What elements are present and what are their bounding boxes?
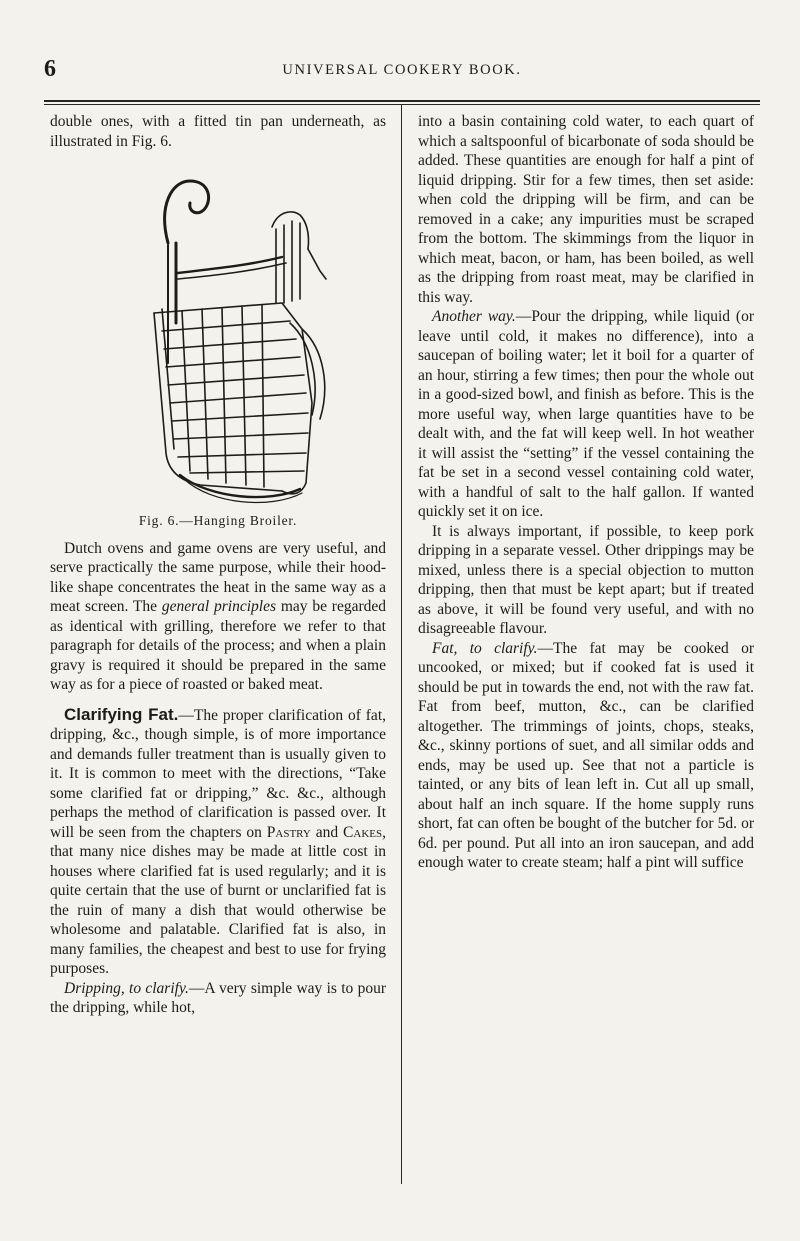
text: Dutch ovens and game ovens are very useful, and serve practically the same purpose, while their hood-like shape concentrates the heat in the same way as a meat screen. The	[50, 539, 386, 615]
text: —A very simple way is to pour the dripping, while hot,	[50, 979, 387, 1016]
header-rule	[44, 100, 760, 102]
right-column	[418, 112, 754, 873]
column-divider	[401, 104, 402, 1184]
broiler-drawing	[50, 153, 386, 511]
running-head: UNIVERSAL COOKERY BOOK.	[282, 62, 522, 78]
hanging-broiler-illustration	[50, 153, 386, 511]
small-caps-text: Pastry	[266, 823, 311, 841]
paragraph	[418, 639, 754, 873]
italic-text: Fat, to clarify.	[432, 639, 538, 657]
paragraph	[50, 979, 386, 1018]
text: —The proper clarification of fat, dripping, &c., though simple, is of more importance and demands fuller treatment than is usually given to it. It is common to meet with the directions, “Take some clarified fat or dripping,” &c. &c., although perhaps the method of clarification is passed over. It will be seen from the chapters on	[50, 706, 386, 841]
italic-text: Dripping, to clarify.	[64, 979, 189, 997]
page-header	[44, 56, 760, 86]
paragraph	[50, 705, 386, 979]
italic-text: Another way.	[432, 308, 516, 325]
small-caps-text: Cakes	[343, 823, 383, 841]
text: —The fat may be cooked or uncooked, or mixed; but if cooked fat is used it should be put in towards the end, not with the raw fat. Fat from beef, mutton, &c., can be clarified altogether. The trimmings of joints, chops, steaks, &c., skinny portions of suet, and all similar odds and ends, may be used up. See that not a particle is tainted, or any bits of lean left in. Cut all up small, about half an inch square. If the home supply runs short, fat can often be bought of the butcher for 5d. or 6d. per pound. Put all into an iron saucepan, and add enough water to create steam; half a pint will suffice	[418, 639, 754, 871]
left-column	[50, 112, 386, 1018]
paragraph: It is always important, if possible, to keep pork dripping in a separate vessel. Other drippings may be mixed, unless there is a special objection to mutton dripping, then that must be kept apart; but if treated as above, it will be found very useful, and with no disagreeable flavour.	[418, 522, 754, 637]
header-rule-thin	[44, 104, 760, 105]
text: —Pour the dripping, while liquid (or leave until cold, it makes no difference), into a saucepan of boiling water; let it boil for a quarter of an hour, stirring a few times; then pour the whole out in a good-sized bowl, and finish as before. This is the more useful way, when large quantities have to be dealt with, and the fat will keep well. In hot weather it will assist the “setting” if the vessel containing the fat be set in a second vessel containing cold water, with a handful of salt to the half gallon. If wanted quickly set it on ice.	[418, 308, 754, 520]
section-heading: Clarifying Fat.	[64, 704, 179, 724]
paragraph	[50, 539, 386, 695]
paragraph	[418, 307, 754, 522]
text: , that many nice dishes may be made at little cost in houses where clarified fat is used regularly; and it is quite certain that the use of burnt or unclarified fat is the ruin of many a dish that would otherwise be wholesome and palatable. Clarified fat is also, in many families, the cheapest and best to use for frying purposes.	[50, 823, 386, 977]
text: may be regarded as identical with grilling, therefore we refer to that paragraph for details of the process; and when a plain gravy is required it should be prepared in the same way as for a piece of roasted or baked meat.	[50, 598, 387, 693]
paragraph: into a basin containing cold water, to each quart of which a saltspoonful of bicarbonate of soda should be added. These quantities are enough for half a pint of liquid dripping. Stir for a few times, then set aside: when cold the dripping will be firm, and can be removed in a cake; any impurities must be scraped from the bottom. The skimmings from the liquor in which meat, bacon, or ham, has been boiled, as well as the dripping from roast meat, may be clarified in this way.	[418, 113, 754, 306]
paragraph: double ones, with a fitted tin pan underneath, as illustrated in Fig. 6.	[50, 113, 386, 150]
italic-text: general principles	[161, 598, 277, 615]
spacer	[50, 695, 386, 705]
figure-caption: Fig. 6.—Hanging Broiler.	[138, 513, 298, 528]
page-number: 6	[44, 56, 56, 82]
text: and	[310, 823, 344, 841]
